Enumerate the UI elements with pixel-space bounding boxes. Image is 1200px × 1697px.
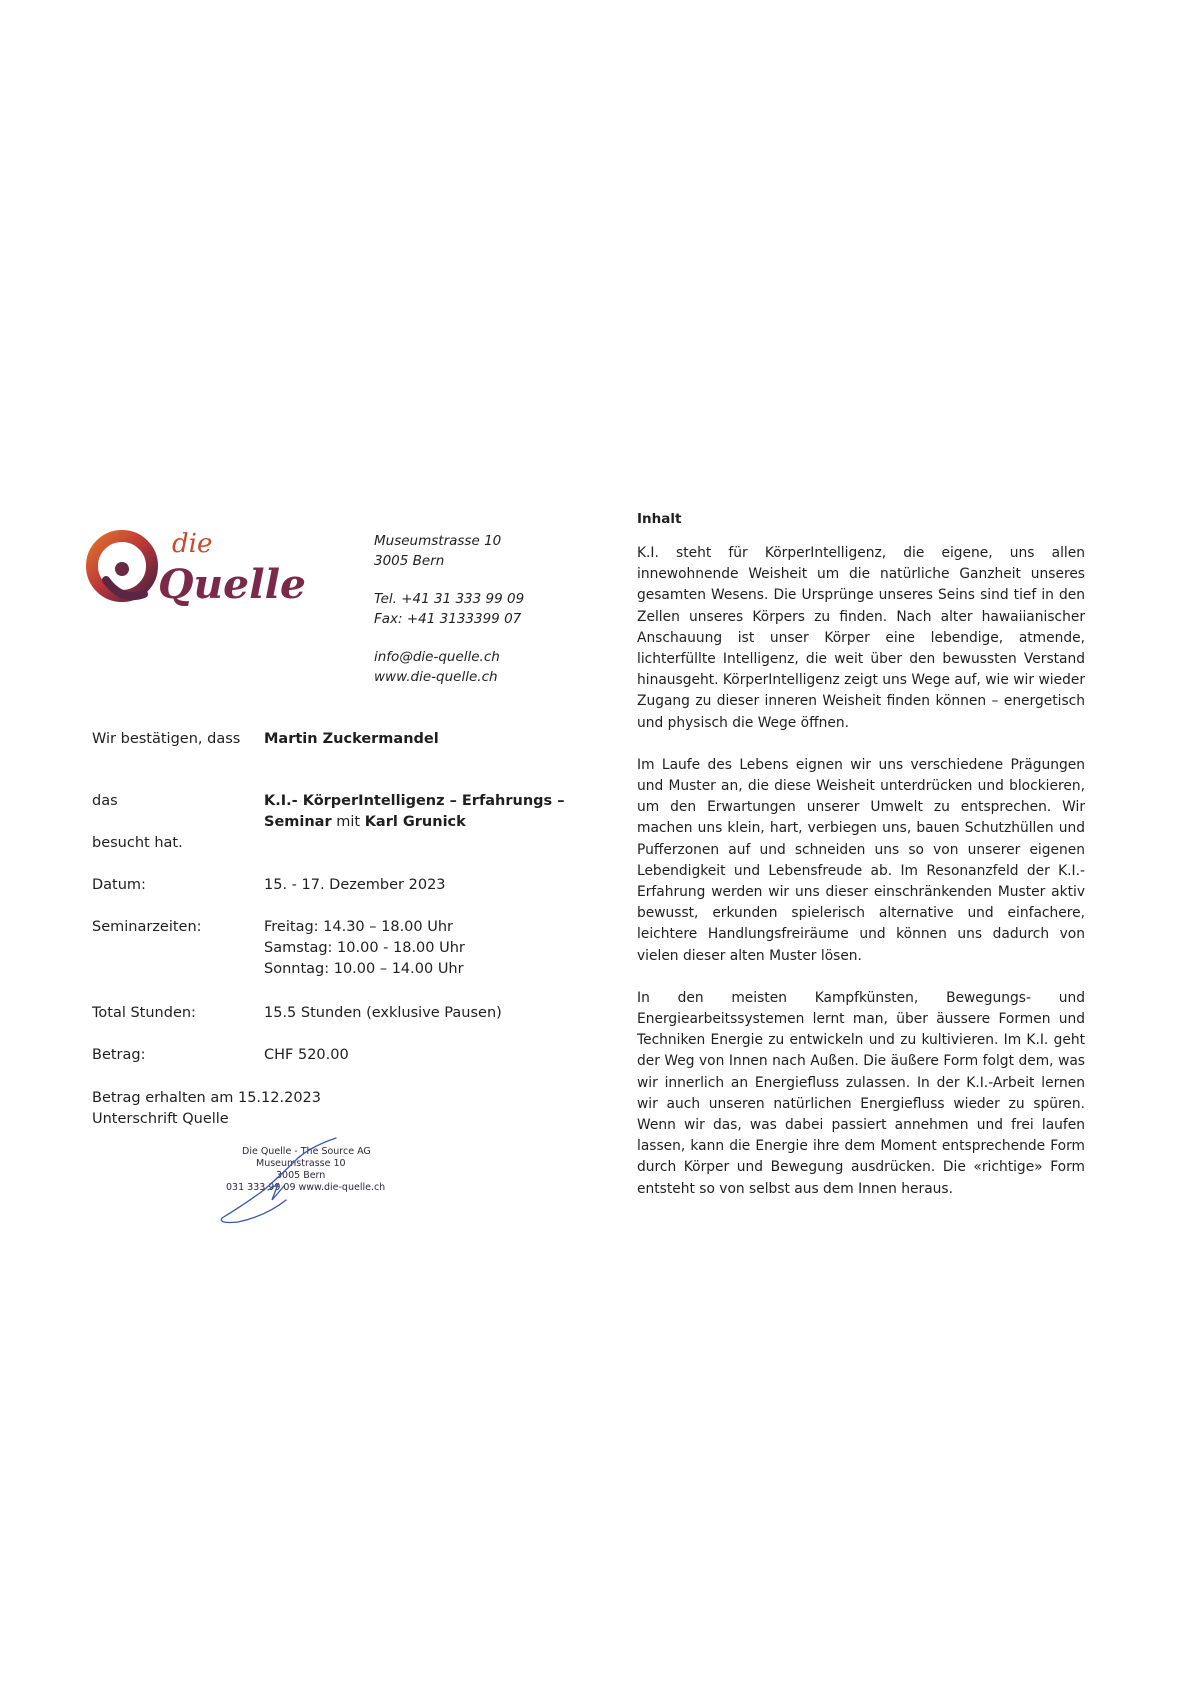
date-value: 15. - 17. Dezember 2023 — [264, 877, 446, 893]
amount-value: CHF 520.00 — [264, 1047, 349, 1063]
stamp-line-1: Die Quelle - The Source AG — [242, 1146, 371, 1157]
address-email: info@die-quelle.ch — [374, 649, 500, 665]
amount-label: Betrag: — [92, 1047, 146, 1063]
signature-label: Unterschrift Quelle — [92, 1111, 229, 1127]
date-label: Datum: — [92, 877, 146, 893]
seminar-title-line2: Seminar — [264, 814, 332, 830]
address-city: 3005 Bern — [374, 553, 445, 569]
address-web: www.die-quelle.ch — [374, 669, 498, 685]
stamp-line-2: Museumstrasse 10 — [256, 1158, 346, 1169]
seminar-title-mit: mit — [331, 814, 365, 830]
time-sunday: Sonntag: 10.00 – 14.00 Uhr — [264, 961, 464, 977]
participant-name: Martin Zuckermandel — [264, 731, 439, 747]
address-block — [374, 531, 624, 687]
visited-label: besucht hat. — [92, 835, 183, 851]
content-paragraph-1: K.I. steht für KörperIntelligenz, die eigene, uns allen innewohnende Weisheit um die natürliche Ganzheit unseres gesamten Wesens. Die Ursprünge unseres Seins sind tief in den Zellen unseres Körpers zu finden. Nach alter hawaiianischer Anschauung ist unser Körper eine lebendige, atmende, lichterfüllte Intelligenz, die weit über den bewussten Verstand hinausgeht. KörperIntelligenz zeigt uns Wege auf, wie wir wieder Zugang zu dieser inneren Weisheit finden können – energetisch und physisch die Wege öffnen. — [637, 545, 1085, 731]
time-saturday: Samstag: 10.00 - 18.00 Uhr — [264, 940, 465, 956]
seminar-title-line1: K.I.- KörperIntelligenz – Erfahrungs – — [264, 793, 565, 809]
time-friday: Freitag: 14.30 – 18.00 Uhr — [264, 919, 454, 935]
total-hours-value: 15.5 Stunden (exklusive Pausen) — [264, 1005, 502, 1021]
content-paragraph-3: In den meisten Kampfkünsten, Bewegungs- und Energiearbeitssystemen lernt man, über äussere Formen und Techniken Energie zu entwickeln und zu kultivieren. Im K.I. geht der Weg von Innen nach Außen. Die äußere Form folgt dem, was wir innerlich an Energiefluss zulassen. In der K.I.-Arbeit lernen wir auch unseren natürlichen Energiefluss wieder zu spüren. Wenn wir das, was dabei passiert annehmen und frei laufen lassen, kann die Energie ihre dem Moment entsprechende Form durch Körper und Bewegung ausdrücken. Die «richtige» Form entsteht so von selbst aus dem Innen heraus. — [637, 989, 1085, 1197]
seminar-title — [264, 791, 564, 833]
logo-text-die: die — [172, 529, 213, 559]
die-quelle-logo — [84, 522, 314, 612]
address-fax: Fax: +41 3133399 07 — [374, 611, 522, 627]
payment-received: Betrag erhalten am 15.12.2023 — [92, 1090, 321, 1106]
content-heading: Inhalt — [637, 511, 682, 527]
payment-block — [92, 1088, 321, 1130]
stamp-line-3: 3005 Bern — [276, 1170, 326, 1181]
logo-text-quelle: Quelle — [158, 561, 306, 608]
logo-q-mark — [92, 536, 152, 596]
das-label: das — [92, 793, 118, 809]
stamp-line-4: 031 333 99 09 www.die-quelle.ch — [226, 1182, 386, 1193]
confirm-label: Wir bestätigen, dass — [92, 731, 241, 747]
seminar-teacher: Karl Grunick — [364, 814, 466, 830]
content-paragraph-2: Im Laufe des Lebens eignen wir uns verschiedene Prägungen und Muster an, die diese Weisheit unterdrücken und blockieren, um den Erwartungen unserer Umwelt zu entsprechen. Wir machen uns klein, hart, verbiegen uns, bauen Schutzhüllen und Pufferzonen auf und schneiden uns so von unserer eigenen Lebendigkeit und Lebensfreude ab. Im Resonanzfeld der K.I.-Erfahrung werden wir uns dieser einschränkenden Muster aktiv bewusst, erkunden spielerisch alternative und einfachere, leichtere Handlungsfreiräume und können uns dadurch von vielen dieser alten Muster lösen. — [637, 756, 1085, 964]
company-stamp — [212, 1130, 412, 1230]
seminar-times — [264, 917, 465, 980]
content-column — [637, 511, 1085, 1221]
total-hours-label: Total Stunden: — [92, 1005, 196, 1021]
address-street: Museumstrasse 10 — [374, 533, 502, 549]
address-tel: Tel. +41 31 333 99 09 — [374, 591, 525, 607]
seminar-times-label: Seminarzeiten: — [92, 919, 202, 935]
